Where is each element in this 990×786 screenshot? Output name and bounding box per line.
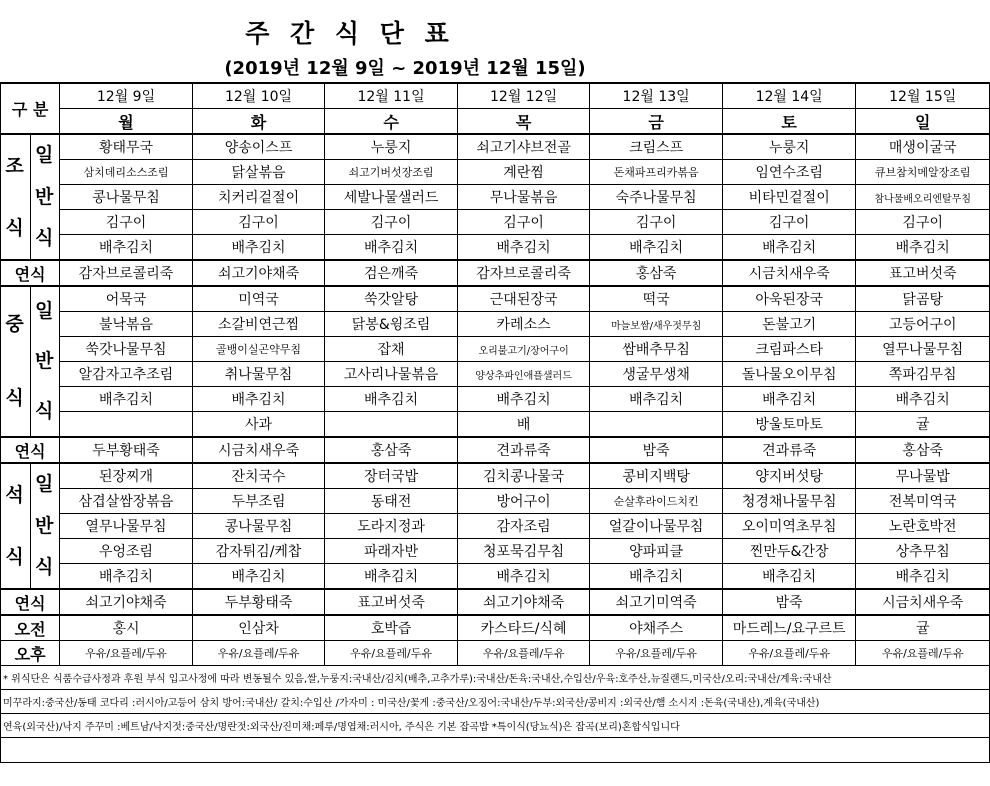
menu-item: 배추김치 <box>590 235 723 261</box>
menu-item: 양송이스프 <box>192 134 325 160</box>
date-header: 12월 9일 <box>60 83 193 109</box>
menu-item: 배추김치 <box>590 564 723 590</box>
dinner-label <box>1 463 31 589</box>
snack-item: 홍삼죽 <box>325 437 458 463</box>
menu-item: 청경채나물무침 <box>722 489 856 514</box>
snack-item: 두부황태죽 <box>192 589 325 615</box>
general-label-char: 반 <box>34 350 56 373</box>
date-header: 12월 11일 <box>325 83 458 109</box>
date-header: 12월 12일 <box>457 83 590 109</box>
period-subtitle: (2019년 12월 9일 ~ 2019년 12월 15일) <box>224 58 586 79</box>
pm-snack-row <box>1 641 990 666</box>
menu-item: 쑥갓알탕 <box>325 286 458 312</box>
general-label-char: 식 <box>34 555 56 578</box>
general-label-char: 일 <box>34 473 56 496</box>
page-title: 주 간 식 단 표 <box>245 19 455 48</box>
menu-item: 된장찌개 <box>60 463 193 489</box>
snack-item: 밤죽 <box>722 589 856 615</box>
menu-item: 누룽지 <box>325 134 458 160</box>
menu-item: 감자튀김/케찹 <box>192 539 325 564</box>
menu-item: 크림스프 <box>590 134 723 160</box>
breakfast-label <box>1 134 31 260</box>
menu-item: 돌나물오이무침 <box>722 362 856 387</box>
menu-item: 양지버섯탕 <box>722 463 856 489</box>
general-label-char: 식 <box>34 226 56 249</box>
menu-item: 닭곰탕 <box>856 286 990 312</box>
general-meal-label <box>31 134 60 260</box>
am-snack-item: 호박즙 <box>325 615 458 641</box>
menu-item: 배추김치 <box>722 387 856 412</box>
pm-snack-item: 우유/요플레/두유 <box>192 641 325 666</box>
menu-item: 김치콩나물국 <box>457 463 590 489</box>
menu-item: 닭봉&윙조림 <box>325 312 458 337</box>
general-meal-label <box>31 463 60 589</box>
menu-item: 배추김치 <box>722 564 856 590</box>
menu-item: 배추김치 <box>457 564 590 590</box>
menu-item: 김구이 <box>325 210 458 235</box>
pm-snack-item: 우유/요플레/두유 <box>722 641 856 666</box>
menu-item: 감자조림 <box>457 514 590 539</box>
pm-label: 오후 <box>1 641 60 666</box>
lunch-row <box>1 286 990 312</box>
menu-item: 황태무국 <box>60 134 193 160</box>
dinner-row <box>1 514 990 539</box>
pm-snack-item: 우유/요플레/두유 <box>457 641 590 666</box>
menu-item: 고사리나물볶음 <box>325 362 458 387</box>
menu-item: 열무나물무침 <box>856 337 990 362</box>
menu-item: 배추김치 <box>856 235 990 261</box>
dinner-row <box>1 539 990 564</box>
am-snack-item: 홍시 <box>60 615 193 641</box>
menu-item: 방울토마토 <box>722 412 856 438</box>
lunch-row <box>1 312 990 337</box>
gubun-label: 구 분 <box>1 83 60 134</box>
lunch-row <box>1 337 990 362</box>
am-snack-item: 야채주스 <box>590 615 723 641</box>
snack-label: 연식 <box>1 589 60 615</box>
empty-row <box>1 738 990 763</box>
menu-item: 숙주나물무침 <box>590 185 723 210</box>
menu-item: 콩나물무침 <box>192 514 325 539</box>
menu-item: 배추김치 <box>60 235 193 261</box>
menu-item: 알감자고추조림 <box>60 362 193 387</box>
lunch-row <box>1 387 990 412</box>
menu-item: 무나물밥 <box>856 463 990 489</box>
breakfast-row <box>1 210 990 235</box>
menu-item: 배추김치 <box>192 564 325 590</box>
menu-item <box>590 412 723 438</box>
am-label: 오전 <box>1 615 60 641</box>
snack-item: 감자브로콜리죽 <box>457 260 590 286</box>
menu-item: 임연수조림 <box>722 160 856 185</box>
snack-row <box>1 260 990 286</box>
menu-item: 골뱅이실곤약무침 <box>192 337 325 362</box>
menu-item: 노란호박전 <box>856 514 990 539</box>
menu-item: 배추김치 <box>325 564 458 590</box>
menu-item: 도라지정과 <box>325 514 458 539</box>
menu-item: 두부조림 <box>192 489 325 514</box>
menu-item: 세발나물샐러드 <box>325 185 458 210</box>
menu-item: 배추김치 <box>325 387 458 412</box>
menu-item: 돈불고기 <box>722 312 856 337</box>
menu-item: 오리불고기/장어구이 <box>457 337 590 362</box>
menu-item: 미역국 <box>192 286 325 312</box>
menu-item: 참나물배오리엔탈무침 <box>856 185 990 210</box>
day-header: 월 <box>60 109 193 135</box>
menu-item: 배추김치 <box>192 387 325 412</box>
menu-item: 배 <box>457 412 590 438</box>
snack-label: 연식 <box>1 260 60 286</box>
menu-item: 배추김치 <box>457 235 590 261</box>
menu-item: 찐만두&간장 <box>722 539 856 564</box>
menu-item: 배추김치 <box>325 235 458 261</box>
menu-item: 콩비지백탕 <box>590 463 723 489</box>
menu-item: 얼갈이나물무침 <box>590 514 723 539</box>
menu-item: 김구이 <box>856 210 990 235</box>
menu-item: 순살후라이드치킨 <box>590 489 723 514</box>
date-header: 12월 10일 <box>192 83 325 109</box>
menu-item: 쇠고기샤브전골 <box>457 134 590 160</box>
menu-item: 삼치데리소스조림 <box>60 160 193 185</box>
menu-item: 생굴무생채 <box>590 362 723 387</box>
menu-item: 고등어구이 <box>856 312 990 337</box>
general-label-char: 식 <box>34 399 56 422</box>
menu-item: 쑥갓나물무침 <box>60 337 193 362</box>
breakfast-label-char: 조 <box>5 154 26 177</box>
snack-item: 시금치새우죽 <box>856 589 990 615</box>
am-snack-item: 인삼차 <box>192 615 325 641</box>
breakfast-label-char: 식 <box>5 216 26 239</box>
menu-item: 어묵국 <box>60 286 193 312</box>
dinner-row <box>1 564 990 590</box>
menu-item: 배추김치 <box>457 387 590 412</box>
menu-item: 삼겹살쌈장볶음 <box>60 489 193 514</box>
menu-item: 불낙볶음 <box>60 312 193 337</box>
menu-item: 상추무침 <box>856 539 990 564</box>
menu-item: 파래자반 <box>325 539 458 564</box>
snack-item: 표고버섯죽 <box>325 589 458 615</box>
day-header: 수 <box>325 109 458 135</box>
menu-item: 김구이 <box>192 210 325 235</box>
am-snack-item: 귤 <box>856 615 990 641</box>
menu-item: 닭살볶음 <box>192 160 325 185</box>
empty-cell <box>1 738 990 763</box>
menu-item: 누룽지 <box>722 134 856 160</box>
menu-item: 소갈비연근찜 <box>192 312 325 337</box>
menu-item: 오이미역초무침 <box>722 514 856 539</box>
menu-item: 치커리겉절이 <box>192 185 325 210</box>
menu-item: 전복미역국 <box>856 489 990 514</box>
menu-item: 비타민겉절이 <box>722 185 856 210</box>
note-text: 연육(외국산)/낙지 주꾸미 :베트남/낙지젓:중국산/명란젓:외국산/진미채:페루/명엽채:러시아, 주식은 기본 잡곡밥 *특이식(당뇨식)은 잡곡(보리)혼합식입니다 <box>1 714 990 738</box>
dinner-row <box>1 463 990 489</box>
breakfast-row <box>1 160 990 185</box>
header-date-row <box>1 83 990 109</box>
lunch-label-char: 식 <box>5 387 26 410</box>
menu-item: 돈채파프리카볶음 <box>590 160 723 185</box>
snack-row <box>1 437 990 463</box>
lunch-label <box>1 286 31 437</box>
menu-item: 매생이굴국 <box>856 134 990 160</box>
note-row <box>1 714 990 738</box>
menu-item: 배추김치 <box>722 235 856 261</box>
menu-item: 청포묵김무침 <box>457 539 590 564</box>
pm-snack-item: 우유/요플레/두유 <box>590 641 723 666</box>
snack-item: 시금치새우죽 <box>722 260 856 286</box>
breakfast-row <box>1 134 990 160</box>
day-header: 일 <box>856 109 990 135</box>
pm-snack-item: 우유/요플레/두유 <box>856 641 990 666</box>
menu-item: 배추김치 <box>856 564 990 590</box>
menu-item: 쪽파김무침 <box>856 362 990 387</box>
menu-item: 쌈배추무침 <box>590 337 723 362</box>
menu-item <box>60 412 193 438</box>
day-header: 금 <box>590 109 723 135</box>
dinner-row <box>1 489 990 514</box>
menu-item: 배추김치 <box>192 235 325 261</box>
snack-item: 표고버섯죽 <box>856 260 990 286</box>
breakfast-row <box>1 235 990 261</box>
am-snack-item: 마드레느/요구르트 <box>722 615 856 641</box>
menu-item: 취나물무침 <box>192 362 325 387</box>
dinner-label-char: 식 <box>5 545 26 568</box>
menu-item: 잔치국수 <box>192 463 325 489</box>
am-snack-item: 카스타드/식혜 <box>457 615 590 641</box>
note-text: * 위식단은 식품수급사정과 후원 부식 입고사정에 따라 변동될수 있음,쌀,누룽지:국내산/김치(배추,고추가루):국내산/돈육:국내산,수입산/우육:호주산,뉴질랜드,미국산/오리:국내산/계육:국내산 <box>1 666 990 690</box>
snack-item: 홍삼죽 <box>590 260 723 286</box>
general-label-char: 일 <box>34 300 56 323</box>
menu-item: 쇠고기버섯장조림 <box>325 160 458 185</box>
menu-item: 양상추파인애플샐러드 <box>457 362 590 387</box>
am-snack-row <box>1 615 990 641</box>
date-header: 12월 15일 <box>856 83 990 109</box>
menu-table <box>0 82 990 763</box>
menu-item: 무나물볶음 <box>457 185 590 210</box>
lunch-row <box>1 362 990 387</box>
general-meal-label <box>31 286 60 437</box>
general-label-char: 반 <box>34 185 56 208</box>
menu-item: 열무나물무침 <box>60 514 193 539</box>
menu-item: 김구이 <box>590 210 723 235</box>
menu-item: 크림파스타 <box>722 337 856 362</box>
snack-item: 시금치새우죽 <box>192 437 325 463</box>
menu-item: 김구이 <box>457 210 590 235</box>
menu-item: 큐브참치메알장조림 <box>856 160 990 185</box>
snack-item: 쇠고기야채죽 <box>457 589 590 615</box>
menu-item: 우엉조림 <box>60 539 193 564</box>
pm-snack-item: 우유/요플레/두유 <box>60 641 193 666</box>
menu-item: 동태전 <box>325 489 458 514</box>
note-text: 미꾸라지:중국산/동태 코다리 :러시아/고등어 삼치 방어:국내산/ 갈치:수입산 /가자미 : 미국산/꽃게 :중국산/오징어:국내산/두부:외국산/콩비지 :외국산/햄 소시지 :돈육(국내산),계육(국내산) <box>1 690 990 714</box>
snack-item: 홍삼죽 <box>856 437 990 463</box>
menu-item: 근대된장국 <box>457 286 590 312</box>
snack-item: 검은깨죽 <box>325 260 458 286</box>
header-day-row <box>1 109 990 135</box>
lunch-label-char: 중 <box>5 312 26 335</box>
lunch-row <box>1 412 990 438</box>
snack-item: 쇠고기야채죽 <box>60 589 193 615</box>
menu-item: 배추김치 <box>856 387 990 412</box>
date-header: 12월 14일 <box>722 83 856 109</box>
snack-item: 견과류죽 <box>457 437 590 463</box>
menu-item: 떡국 <box>590 286 723 312</box>
snack-row <box>1 589 990 615</box>
menu-item: 양파피클 <box>590 539 723 564</box>
date-header: 12월 13일 <box>590 83 723 109</box>
snack-item: 쇠고기미역죽 <box>590 589 723 615</box>
menu-item: 배추김치 <box>60 564 193 590</box>
snack-item: 감자브로콜리죽 <box>60 260 193 286</box>
general-label-char: 일 <box>34 144 56 167</box>
menu-item: 방어구이 <box>457 489 590 514</box>
menu-item: 배추김치 <box>590 387 723 412</box>
dinner-label-char: 석 <box>5 483 26 506</box>
pm-snack-item: 우유/요플레/두유 <box>325 641 458 666</box>
menu-item: 아욱된장국 <box>722 286 856 312</box>
menu-item: 김구이 <box>60 210 193 235</box>
breakfast-row <box>1 185 990 210</box>
menu-item: 잡채 <box>325 337 458 362</box>
general-label-char: 반 <box>34 514 56 537</box>
menu-item: 귤 <box>856 412 990 438</box>
snack-item: 견과류죽 <box>722 437 856 463</box>
menu-item: 마늘보쌈/새우젓무침 <box>590 312 723 337</box>
snack-item: 밤죽 <box>590 437 723 463</box>
menu-item: 콩나물무침 <box>60 185 193 210</box>
snack-item: 쇠고기야채죽 <box>192 260 325 286</box>
menu-item <box>325 412 458 438</box>
note-row <box>1 666 990 690</box>
note-row <box>1 690 990 714</box>
menu-item: 계란찜 <box>457 160 590 185</box>
menu-item: 사과 <box>192 412 325 438</box>
snack-label: 연식 <box>1 437 60 463</box>
day-header: 목 <box>457 109 590 135</box>
menu-item: 배추김치 <box>60 387 193 412</box>
menu-item: 장터국밥 <box>325 463 458 489</box>
day-header: 토 <box>722 109 856 135</box>
menu-item: 김구이 <box>722 210 856 235</box>
snack-item: 두부황태죽 <box>60 437 193 463</box>
day-header: 화 <box>192 109 325 135</box>
menu-item: 카레소스 <box>457 312 590 337</box>
